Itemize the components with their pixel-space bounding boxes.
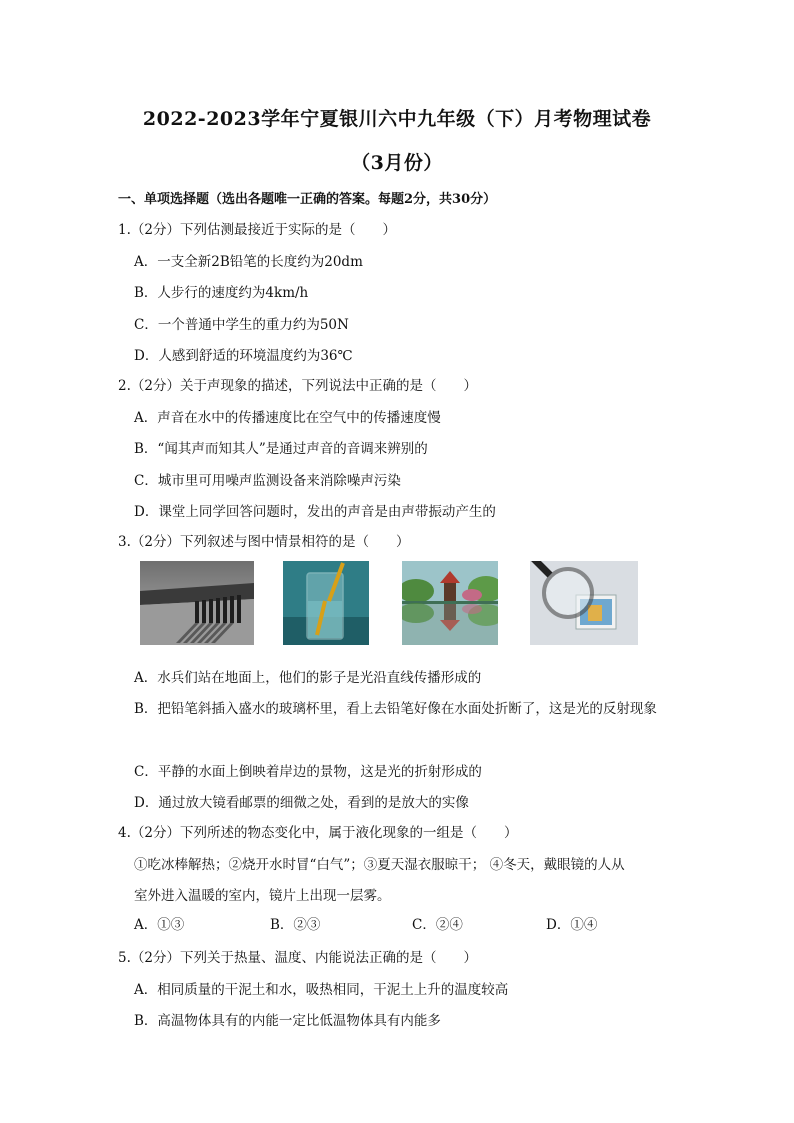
question-3-option-b: B．把铅笔斜插入盛水的玻璃杯里，看上去铅笔好像在水面处折断了，这是光的反射现象 bbox=[134, 701, 657, 717]
question-4-body-line1: ①吃冰棒解热；②烧开水时冒“白气”；③夏天湿衣服晾干； ④冬天，戴眼镜的人从 bbox=[134, 857, 625, 873]
question-3-stem: 3.（2分）下列叙述与图中情景相符的是（ ） bbox=[118, 534, 410, 550]
question-3-figures bbox=[140, 561, 640, 645]
question-3-option-c: C．平静的水面上倒映着岸边的景物，这是光的折射形成的 bbox=[134, 764, 482, 780]
section-heading: 一、单项选择题（选出各题唯一正确的答案。每题2分，共30分） bbox=[118, 192, 497, 207]
question-2-option-a: A．声音在水中的传播速度比在空气中的传播速度慢 bbox=[134, 410, 441, 426]
question-4-option-d: D．①④ bbox=[546, 917, 598, 933]
question-4-option-b: B．②③ bbox=[270, 917, 321, 933]
question-5-option-b: B．高温物体具有的内能一定比低温物体具有内能多 bbox=[134, 1013, 441, 1029]
question-4-options bbox=[134, 913, 634, 933]
question-1-option-b: B．人步行的速度约为4km/h bbox=[134, 285, 309, 301]
question-1-option-c: C．一个普通中学生的重力约为50N bbox=[134, 317, 349, 333]
question-1-stem: 1.（2分）下列估测最接近于实际的是（ ） bbox=[118, 222, 396, 238]
question-2-option-d: D．课堂上同学回答问题时，发出的声音是由声带振动产生的 bbox=[134, 504, 496, 520]
question-3-option-d: D．通过放大镜看邮票的细微之处，看到的是放大的实像 bbox=[134, 795, 469, 811]
question-4-option-c: C．②④ bbox=[412, 917, 463, 933]
figure-sailors-shadows bbox=[140, 561, 254, 645]
question-2-stem: 2.（2分）关于声现象的描述，下列说法中正确的是（ ） bbox=[118, 378, 477, 394]
exam-title: 2022-2023学年宁夏银川六中九年级（下）月考物理试卷 bbox=[142, 108, 652, 130]
figure-pencil-in-glass bbox=[283, 561, 369, 645]
question-5-stem: 5.（2分）下列关于热量、温度、内能说法正确的是（ ） bbox=[118, 950, 477, 966]
question-5-option-a: A．相同质量的干泥土和水，吸热相同，干泥土上升的温度较高 bbox=[134, 982, 509, 998]
question-2-option-c: C．城市里可用噪声监测设备来消除噪声污染 bbox=[134, 473, 401, 489]
question-3-option-a: A．水兵们站在地面上，他们的影子是光沿直线传播形成的 bbox=[134, 670, 482, 686]
question-4-option-a: A．①③ bbox=[134, 917, 185, 933]
question-2-option-b: B．“闻其声而知其人”是通过声音的音调来辨别的 bbox=[134, 441, 428, 457]
question-1-option-d: D．人感到舒适的环境温度约为36℃ bbox=[134, 348, 353, 364]
question-4-stem: 4.（2分）下列所述的物态变化中，属于液化现象的一组是（ ） bbox=[118, 825, 518, 841]
question-4-body-line2: 室外进入温暖的室内，镜片上出现一层雾。 bbox=[134, 888, 391, 904]
figure-magnifier-stamp bbox=[530, 561, 638, 645]
exam-subtitle: （3月份） bbox=[351, 152, 443, 174]
figure-lake-reflection bbox=[402, 561, 498, 645]
question-1-option-a: A．一支全新2B铅笔的长度约为20dm bbox=[134, 254, 363, 270]
